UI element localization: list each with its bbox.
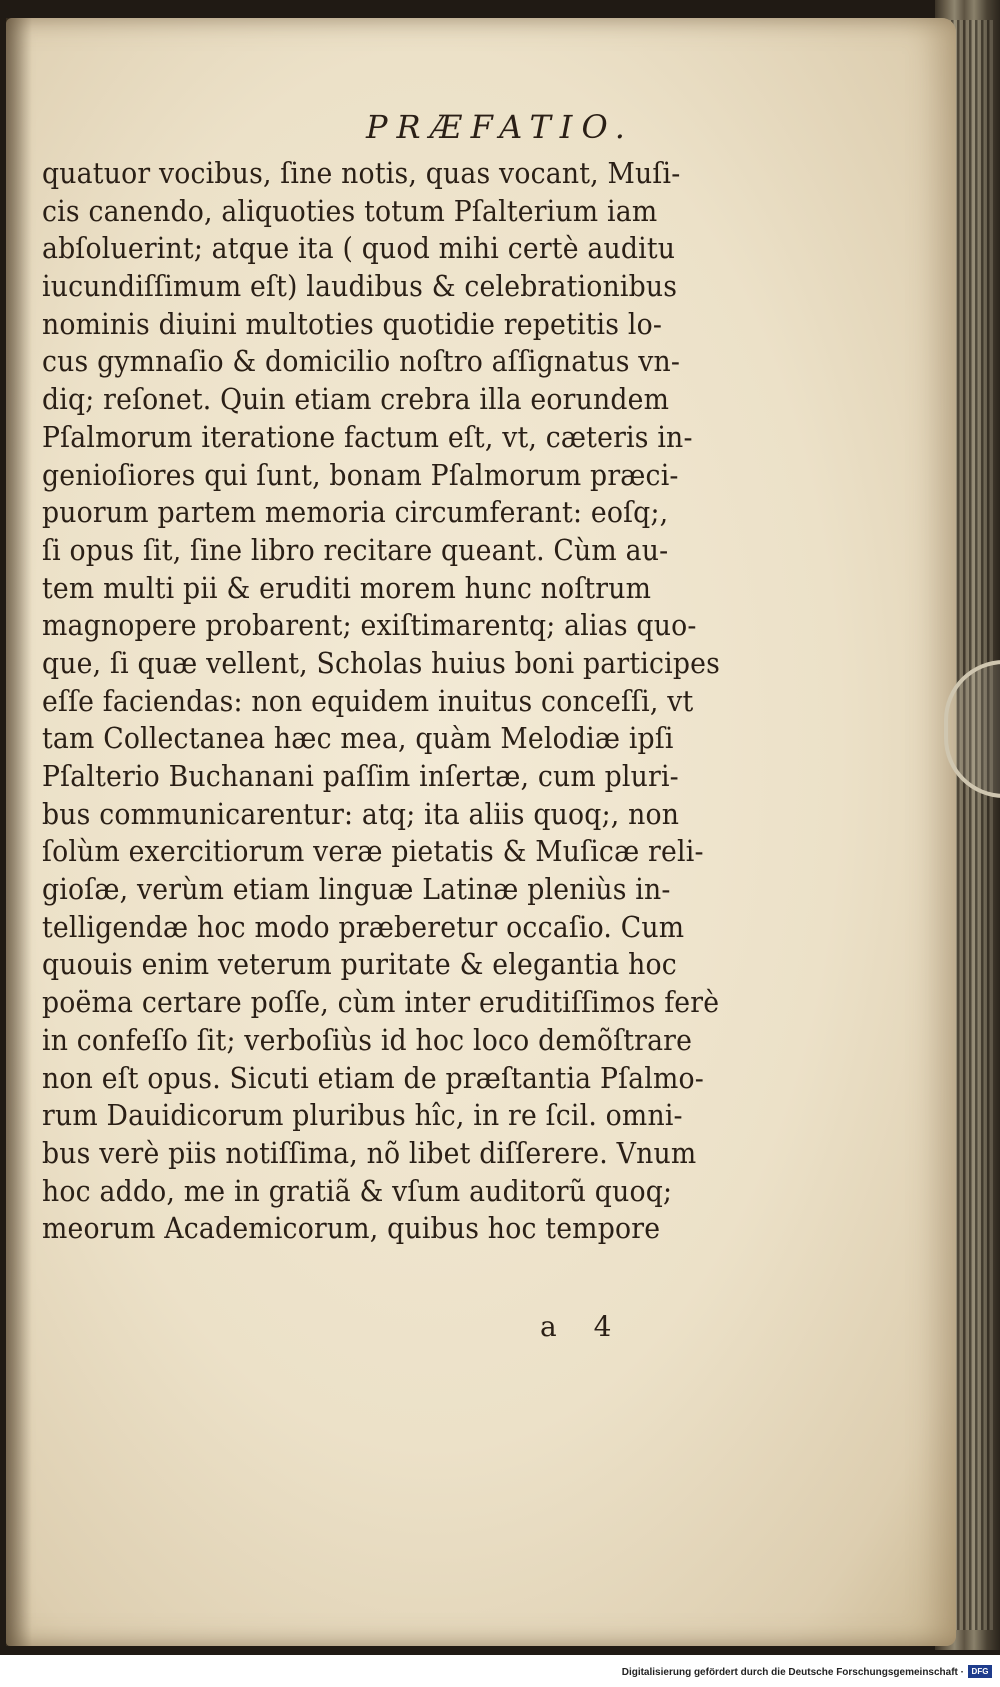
text-line: cis canendo, aliquoties totum Pſalterium iam <box>42 193 658 228</box>
text-line: meorum Academicorum, quibus hoc tempore <box>42 1211 661 1246</box>
text-line: abſoluerint; atque ita ( quod mihi certè auditu <box>42 231 676 266</box>
text-line: genioſiores qui ſunt, bonam Pſalmorum præci- <box>42 457 679 492</box>
text-line: gioſæ, verùm etiam linguæ Latinæ pleniùs in- <box>42 872 671 907</box>
text-line: quatuor vocibus, ſine notis, quas vocant, Muſi- <box>42 156 681 190</box>
text-line: Pſalterio Buchanani paſſim inſertæ, cum pluri- <box>42 759 679 793</box>
text-line: tem multi pii & eruditi morem hunc noſtrum <box>42 570 652 605</box>
dfg-logo: DFG <box>968 1665 992 1678</box>
text-line: bus communicarentur: atq; ita aliis quoq;, non <box>42 796 680 831</box>
text-line: quouis enim veterum puritate & elegantia hoc <box>42 947 677 982</box>
text-line: poëma certare poſſe, cùm inter eruditiſſimos ferè <box>42 985 720 1020</box>
text-line: magnopere probarent; exiſtimarentq; alias quo- <box>42 608 697 643</box>
text-line: que, ſi quæ vellent, Scholas huius boni participes <box>42 645 721 680</box>
text-line: non eſt opus. Sicuti etiam de præſtantia Pſalmo- <box>42 1060 705 1095</box>
text-line: cus gymnaſio & domicilio noſtro aſſignatus vn- <box>42 344 681 379</box>
text-line: Pſalmorum iteratione factum eſt, vt, cæteris in- <box>42 419 693 454</box>
text-line: nominis diuini multoties quotidie repetitis lo- <box>42 306 663 341</box>
signature-mark: a 4 <box>540 1310 626 1343</box>
text-line: ſi opus ſit, ſine libro recitare queant. Cùm au- <box>42 532 669 567</box>
body-text <box>42 155 742 1248</box>
text-line: iucundiſſimum eſt) laudibus & celebrationibus <box>42 269 678 304</box>
text-line: telligendæ hoc modo præberetur occaſio. Cum <box>42 909 685 944</box>
text-line: tam Collectanea hæc mea, quàm Melodiæ ipſi <box>42 721 674 756</box>
text-line: rum Dauidicorum pluribus hîc, in re ſcil. omni- <box>42 1098 683 1133</box>
footer-credit: Digitalisierung gefördert durch die Deutsche Forschungsgemeinschaft · <box>621 1667 964 1678</box>
page-heading: PRÆFATIO. <box>366 108 634 146</box>
text-line: puorum partem memoria circumferant: eoſq;, <box>42 495 669 530</box>
text-line: hoc addo, me in gratiã & vſum auditorũ quoq; <box>42 1173 673 1208</box>
text-line: in confeſſo ſit; verboſiùs id hoc loco demõſtrare <box>42 1022 693 1057</box>
text-line: eſſe faciendas: non equidem inuitus conceſſi, vt <box>42 683 694 718</box>
text-line: ſolùm exercitiorum veræ pietatis & Muſicæ reli- <box>42 834 704 869</box>
text-line: diq; reſonet. Quin etiam crebra illa eorundem <box>42 382 670 417</box>
page-gutter-shadow <box>6 18 32 1646</box>
text-line: bus verè piis notiſſima, nõ libet diſſerere. Vnum <box>42 1135 697 1170</box>
